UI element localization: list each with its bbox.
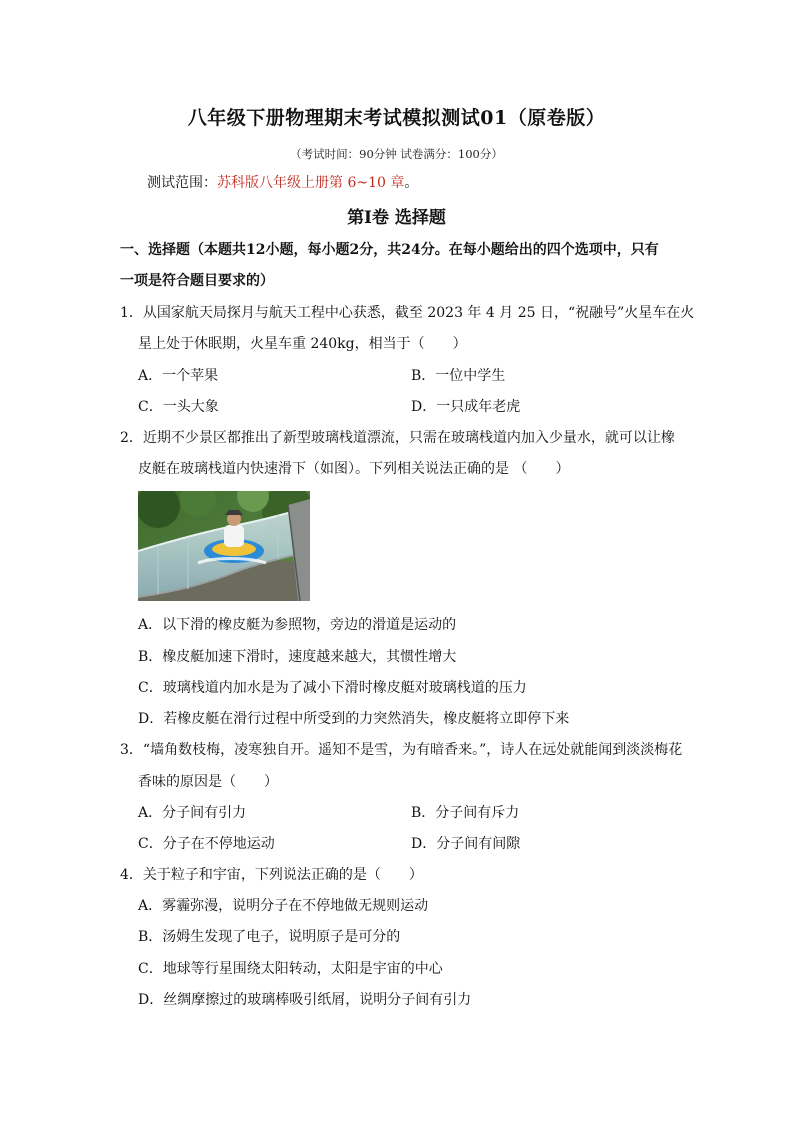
q4-option-a: A．雾霾弥漫，说明分子在不停地做无规则运动 bbox=[138, 898, 429, 914]
q2-option-d: D．若橡皮艇在滑行过程中所受到的力突然消失，橡皮艇将立即停下来 bbox=[138, 711, 570, 727]
scope-end: 。 bbox=[404, 175, 419, 191]
q1-stem-line-2: 星上处于休眠期，火星车重 240kg，相当于（ ） bbox=[138, 336, 467, 352]
q3-option-b: B．分子间有斥力 bbox=[411, 805, 520, 821]
scope-label: 测试范围： bbox=[147, 175, 217, 191]
q1-option-a: A．一个苹果 bbox=[138, 368, 219, 384]
q4-option-b: B．汤姆生发现了电子，说明原子是可分的 bbox=[138, 929, 401, 945]
q4-option-c: C．地球等行星围绕太阳转动，太阳是宇宙的中心 bbox=[138, 961, 443, 977]
q2-option-b: B．橡皮艇加速下滑时，速度越来越大，其惯性增大 bbox=[138, 649, 457, 665]
q3-option-d: D．分子间有间隙 bbox=[411, 836, 521, 852]
q1-stem-line-1: 1．从国家航天局探月与航天工程中心获悉，截至 2023 年 4 月 25 日，“祝融号”火星车在火 bbox=[120, 305, 695, 321]
glass-slide-rafting-photo bbox=[138, 491, 310, 601]
q1-option-c: C．一头大象 bbox=[138, 399, 219, 415]
q1-option-b: B．一位中学生 bbox=[411, 368, 506, 384]
test-scope bbox=[147, 172, 418, 192]
q2-option-a: A．以下滑的橡皮艇为参照物，旁边的滑道是运动的 bbox=[138, 617, 457, 633]
q1-option-d: D．一只成年老虎 bbox=[411, 399, 521, 415]
q3-option-c: C．分子在不停地运动 bbox=[138, 836, 275, 852]
q3-stem-line-2: 香味的原因是（ ） bbox=[138, 774, 278, 790]
instructions-line-2: 一项是符合题目要求的） bbox=[120, 273, 274, 289]
scope-value: 苏科版八年级上册第 6~10 章 bbox=[217, 175, 405, 191]
q4-option-d: D．丝绸摩擦过的玻璃棒吸引纸屑，说明分子间有引力 bbox=[138, 992, 472, 1008]
q2-option-c: C．玻璃栈道内加水是为了减小下滑时橡皮艇对玻璃栈道的压力 bbox=[138, 680, 527, 696]
section-title: 第Ⅰ卷 选择题 bbox=[347, 208, 446, 228]
q2-stem-line-1: 2．近期不少景区都推出了新型玻璃栈道漂流，只需在玻璃栈道内加入少量水，就可以让橡 bbox=[120, 430, 675, 446]
exam-title: 八年级下册物理期末考试模拟测试01（原卷版） bbox=[187, 107, 606, 129]
exam-subtitle: （考试时间：90分钟 试卷满分：100分） bbox=[290, 147, 503, 161]
instructions-line-1: 一、选择题（本题共12小题，每小题2分，共24分。在每小题给出的四个选项中，只有 bbox=[120, 242, 659, 258]
q3-option-a: A．分子间有引力 bbox=[138, 805, 247, 821]
q3-stem-line-1: 3．“墙角数枝梅，凌寒独自开。遥知不是雪，为有暗香来。”，诗人在远处就能闻到淡淡梅花 bbox=[120, 742, 683, 758]
q2-stem-line-2: 皮艇在玻璃栈道内快速滑下（如图）。下列相关说法正确的是 （ ） bbox=[138, 461, 570, 477]
q4-stem: 4．关于粒子和宇宙，下列说法正确的是（ ） bbox=[120, 867, 423, 883]
